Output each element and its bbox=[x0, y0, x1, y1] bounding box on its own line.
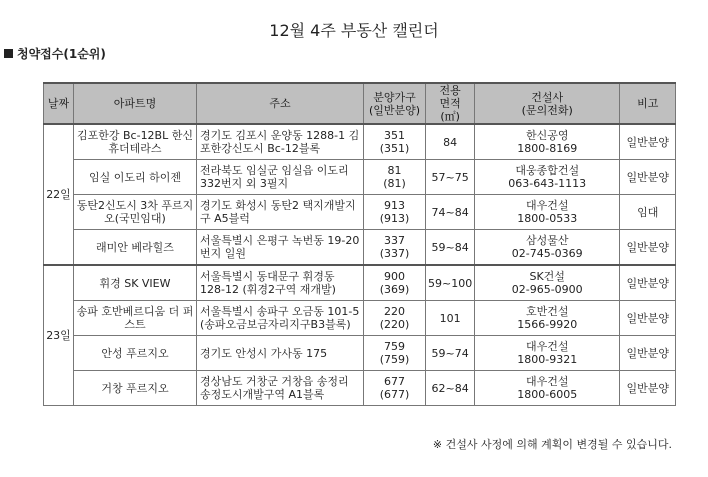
table-row bbox=[44, 265, 676, 301]
header-date: 날짜 bbox=[44, 83, 74, 124]
builder-phone: 1800-9321 bbox=[517, 353, 578, 366]
note-cell: 일반분양 bbox=[620, 371, 676, 406]
address-cell: 서울특별시 동대문구 휘경동 128-12 (휘경2구역 재개발) bbox=[197, 265, 364, 301]
units-general: (913) bbox=[379, 212, 410, 225]
units-total: 677 bbox=[384, 375, 405, 388]
header-builder: 건설사 (문의전화) bbox=[475, 83, 620, 124]
date-cell: 22일 bbox=[44, 124, 74, 265]
address-cell: 서울특별시 은평구 녹번동 19-20번지 일원 bbox=[197, 230, 364, 266]
units-general: (677) bbox=[379, 388, 410, 401]
units-total: 900 bbox=[384, 270, 405, 283]
area-cell: 59~100 bbox=[426, 265, 475, 301]
page-title: 12월 4주 부동산 캘린더 bbox=[269, 21, 439, 40]
note-cell: 일반분양 bbox=[620, 265, 676, 301]
units-cell bbox=[364, 265, 426, 301]
table-row bbox=[44, 230, 676, 266]
builder-cell bbox=[475, 124, 620, 160]
units-general: (369) bbox=[379, 283, 410, 296]
note-cell: 일반분양 bbox=[620, 336, 676, 371]
units-total: 337 bbox=[384, 234, 405, 247]
units-general: (220) bbox=[379, 318, 410, 331]
area-cell: 57~75 bbox=[426, 160, 475, 195]
date-cell: 23일 bbox=[44, 265, 74, 406]
header-row bbox=[44, 83, 676, 124]
builder-phone: 02-745-0369 bbox=[511, 247, 583, 260]
table-row bbox=[44, 160, 676, 195]
area-cell: 101 bbox=[426, 301, 475, 336]
section-heading bbox=[4, 45, 106, 62]
builder-phone: 1800-6005 bbox=[517, 388, 578, 401]
builder-name: 대웅종합건설 bbox=[515, 164, 580, 177]
section-label: 청약접수(1순위) bbox=[17, 47, 106, 61]
builder-phone: 1800-0533 bbox=[517, 212, 578, 225]
builder-cell bbox=[475, 301, 620, 336]
units-cell bbox=[364, 124, 426, 160]
table-row bbox=[44, 301, 676, 336]
units-cell bbox=[364, 230, 426, 266]
builder-name: 대우건설 bbox=[525, 375, 569, 388]
builder-cell bbox=[475, 265, 620, 301]
note-cell: 일반분양 bbox=[620, 124, 676, 160]
units-total: 220 bbox=[384, 305, 405, 318]
table-row bbox=[44, 371, 676, 406]
builder-name: SK건설 bbox=[529, 270, 565, 283]
units-general: (337) bbox=[379, 247, 410, 260]
header-area: 전용 면적 (㎡) bbox=[426, 83, 475, 124]
units-cell bbox=[364, 371, 426, 406]
header-note: 비고 bbox=[620, 83, 676, 124]
apt-name-cell: 휘경 SK VIEW bbox=[74, 265, 197, 301]
units-general: (351) bbox=[379, 142, 410, 155]
header-apt: 아파트명 bbox=[74, 83, 197, 124]
table-row bbox=[44, 195, 676, 230]
units-general: (759) bbox=[379, 353, 410, 366]
address-cell: 경기도 김포시 운양동 1288-1 김포한강신도시 Bc-12블록 bbox=[197, 124, 364, 160]
units-general: (81) bbox=[383, 177, 406, 190]
units-cell bbox=[364, 160, 426, 195]
note-cell: 임대 bbox=[620, 195, 676, 230]
area-cell: 59~74 bbox=[426, 336, 475, 371]
apt-name-cell: 동탄2신도시 3차 푸르지오(국민임대) bbox=[74, 195, 197, 230]
builder-phone: 063-643-1113 bbox=[508, 177, 587, 190]
builder-name: 대우건설 bbox=[525, 199, 569, 212]
header-units: 분양가구 (일반분양) bbox=[364, 83, 426, 124]
builder-phone: 1566-9920 bbox=[517, 318, 578, 331]
note-cell: 일반분양 bbox=[620, 230, 676, 266]
units-total: 81 bbox=[387, 164, 402, 177]
builder-cell bbox=[475, 371, 620, 406]
builder-phone: 02-965-0900 bbox=[511, 283, 583, 296]
apt-name-cell: 송파 호반베르디움 더 퍼스트 bbox=[74, 301, 197, 336]
builder-cell bbox=[475, 195, 620, 230]
apt-name-cell: 안성 푸르지오 bbox=[74, 336, 197, 371]
note-cell: 일반분양 bbox=[620, 301, 676, 336]
builder-name: 한신공영 bbox=[525, 129, 569, 142]
builder-name: 대우건설 bbox=[525, 340, 569, 353]
square-bullet-icon bbox=[4, 49, 13, 58]
header-addr: 주소 bbox=[197, 83, 364, 124]
builder-phone: 1800-8169 bbox=[517, 142, 578, 155]
apt-name-cell: 김포한강 Bc-12BL 한신 휴더테라스 bbox=[74, 124, 197, 160]
builder-name: 삼성물산 bbox=[525, 234, 569, 247]
address-cell: 경상남도 거창군 거창읍 송정리 송정도시개발구역 A1블록 bbox=[197, 371, 364, 406]
units-total: 351 bbox=[384, 129, 405, 142]
builder-cell bbox=[475, 160, 620, 195]
units-cell bbox=[364, 301, 426, 336]
address-cell: 전라북도 임실군 임실읍 이도리 332번지 외 3필지 bbox=[197, 160, 364, 195]
builder-name: 호반건설 bbox=[525, 305, 569, 318]
area-cell: 62~84 bbox=[426, 371, 475, 406]
address-cell: 경기도 안성시 가사동 175 bbox=[197, 336, 364, 371]
apt-name-cell: 래미안 베라힐즈 bbox=[74, 230, 197, 266]
area-cell: 84 bbox=[426, 124, 475, 160]
builder-cell bbox=[475, 230, 620, 266]
units-total: 913 bbox=[384, 199, 405, 212]
apt-name-cell: 거창 푸르지오 bbox=[74, 371, 197, 406]
units-cell bbox=[364, 195, 426, 230]
builder-cell bbox=[475, 336, 620, 371]
address-cell: 경기도 화성시 동탄2 택지개발지구 A5블럭 bbox=[197, 195, 364, 230]
table-row bbox=[44, 336, 676, 371]
table-row bbox=[44, 124, 676, 160]
calendar-table bbox=[43, 82, 676, 406]
note-cell: 일반분양 bbox=[620, 160, 676, 195]
apt-name-cell: 임실 이도리 하이젠 bbox=[74, 160, 197, 195]
area-cell: 59~84 bbox=[426, 230, 475, 266]
units-cell bbox=[364, 336, 426, 371]
area-cell: 74~84 bbox=[426, 195, 475, 230]
units-total: 759 bbox=[384, 340, 405, 353]
footnote: ※ 건설사 사정에 의해 계획이 변경될 수 있습니다. bbox=[432, 438, 672, 451]
address-cell: 서울특별시 송파구 오금동 101-5 (송파오금보금자리지구B3블록) bbox=[197, 301, 364, 336]
